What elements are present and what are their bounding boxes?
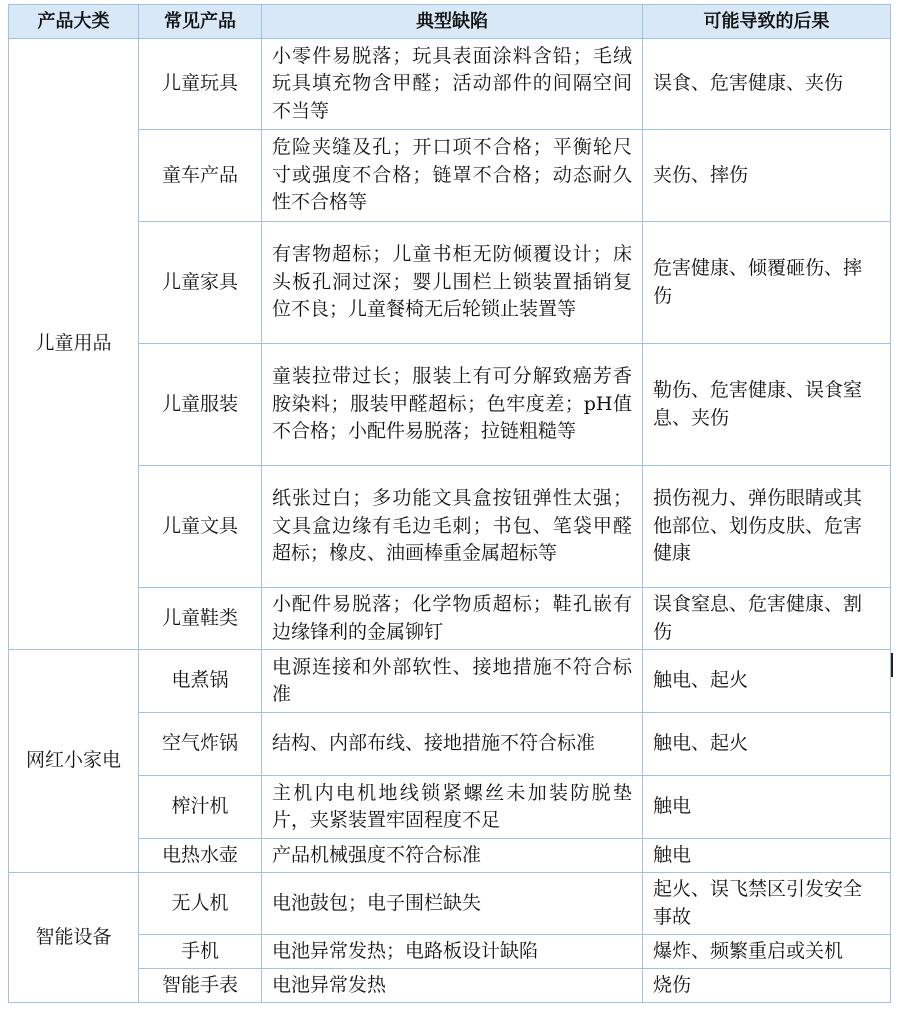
header-row [9, 5, 891, 39]
consequence-cell: 误食、危害健康、夹伤 [643, 39, 891, 130]
text-cursor-mark [891, 653, 893, 677]
defect-cell: 有害物超标；儿童书柜无防倾覆设计；床头板孔洞过深；婴儿围栏上锁装置插销复位不良；儿童餐椅无后轮锁止装置等 [262, 222, 643, 344]
table-row [9, 588, 891, 650]
table-row [9, 713, 891, 776]
consequence-cell: 触电 [643, 776, 891, 839]
product-cell: 童车产品 [139, 130, 262, 222]
product-cell: 榨汁机 [139, 776, 262, 839]
product-cell: 儿童文具 [139, 466, 262, 588]
table-row [9, 650, 891, 713]
table-row [9, 130, 891, 222]
consequence-cell: 触电、起火 [643, 713, 891, 776]
defect-cell: 小零件易脱落；玩具表面涂料含铅；毛绒玩具填充物含甲醛；活动部件的间隔空间不当等 [262, 39, 643, 130]
product-cell: 空气炸锅 [139, 713, 262, 776]
consequence-cell: 起火、误飞禁区引发安全事故 [643, 873, 891, 935]
product-cell: 电热水壶 [139, 839, 262, 873]
consequence-cell: 损伤视力、弹伤眼睛或其他部位、划伤皮肤、危害健康 [643, 466, 891, 588]
header-category: 产品大类 [9, 5, 139, 39]
header-product: 常见产品 [139, 5, 262, 39]
consequence-cell: 误食窒息、危害健康、割伤 [643, 588, 891, 650]
table-row [9, 39, 891, 130]
defect-cell: 电源连接和外部软性、接地措施不符合标准 [262, 650, 643, 713]
consequence-cell: 夹伤、摔伤 [643, 130, 891, 222]
defect-cell: 电池异常发热；电路板设计缺陷 [262, 935, 643, 969]
product-cell: 儿童家具 [139, 222, 262, 344]
header-consequence: 可能导致的后果 [643, 5, 891, 39]
consequence-cell: 触电 [643, 839, 891, 873]
consequence-cell: 勒伤、危害健康、误食窒息、夹伤 [643, 344, 891, 466]
consequence-cell: 危害健康、倾覆砸伤、摔伤 [643, 222, 891, 344]
defect-cell: 危险夹缝及孔；开口项不合格；平衡轮尺寸或强度不合格；链罩不合格；动态耐久性不合格等 [262, 130, 643, 222]
table-body [9, 5, 891, 1003]
defect-cell: 结构、内部布线、接地措施不符合标准 [262, 713, 643, 776]
table-row [9, 344, 891, 466]
header-defect: 典型缺陷 [262, 5, 643, 39]
defect-cell: 童装拉带过长；服装上有可分解致癌芳香胺染料；服装甲醛超标；色牢度差；pH值不合格；小配件易脱落；拉链粗糙等 [262, 344, 643, 466]
table-row [9, 873, 891, 935]
product-cell: 无人机 [139, 873, 262, 935]
category-cell: 儿童用品 [9, 39, 139, 650]
table-row [9, 935, 891, 969]
defect-cell: 小配件易脱落；化学物质超标；鞋孔嵌有边缘锋利的金属铆钉 [262, 588, 643, 650]
product-cell: 智能手表 [139, 969, 262, 1003]
consequence-cell: 触电、起火 [643, 650, 891, 713]
table-row [9, 222, 891, 344]
defect-cell: 电池异常发热 [262, 969, 643, 1003]
category-cell: 智能设备 [9, 873, 139, 1003]
table-row [9, 969, 891, 1003]
product-cell: 儿童服装 [139, 344, 262, 466]
product-cell: 儿童玩具 [139, 39, 262, 130]
defect-cell: 电池鼓包；电子围栏缺失 [262, 873, 643, 935]
product-cell: 儿童鞋类 [139, 588, 262, 650]
defect-cell: 纸张过白；多功能文具盒按钮弹性太强；文具盒边缘有毛边毛刺；书包、笔袋甲醛超标；橡皮、油画棒重金属超标等 [262, 466, 643, 588]
consequence-cell: 爆炸、频繁重启或关机 [643, 935, 891, 969]
product-defect-table [8, 4, 891, 1003]
table-row [9, 839, 891, 873]
table-row [9, 776, 891, 839]
product-cell: 手机 [139, 935, 262, 969]
consequence-cell: 烧伤 [643, 969, 891, 1003]
category-cell: 网红小家电 [9, 650, 139, 873]
defect-cell: 产品机械强度不符合标准 [262, 839, 643, 873]
defect-cell: 主机内电机地线锁紧螺丝未加装防脱垫片，夹紧装置牢固程度不足 [262, 776, 643, 839]
table-row [9, 466, 891, 588]
product-cell: 电煮锅 [139, 650, 262, 713]
